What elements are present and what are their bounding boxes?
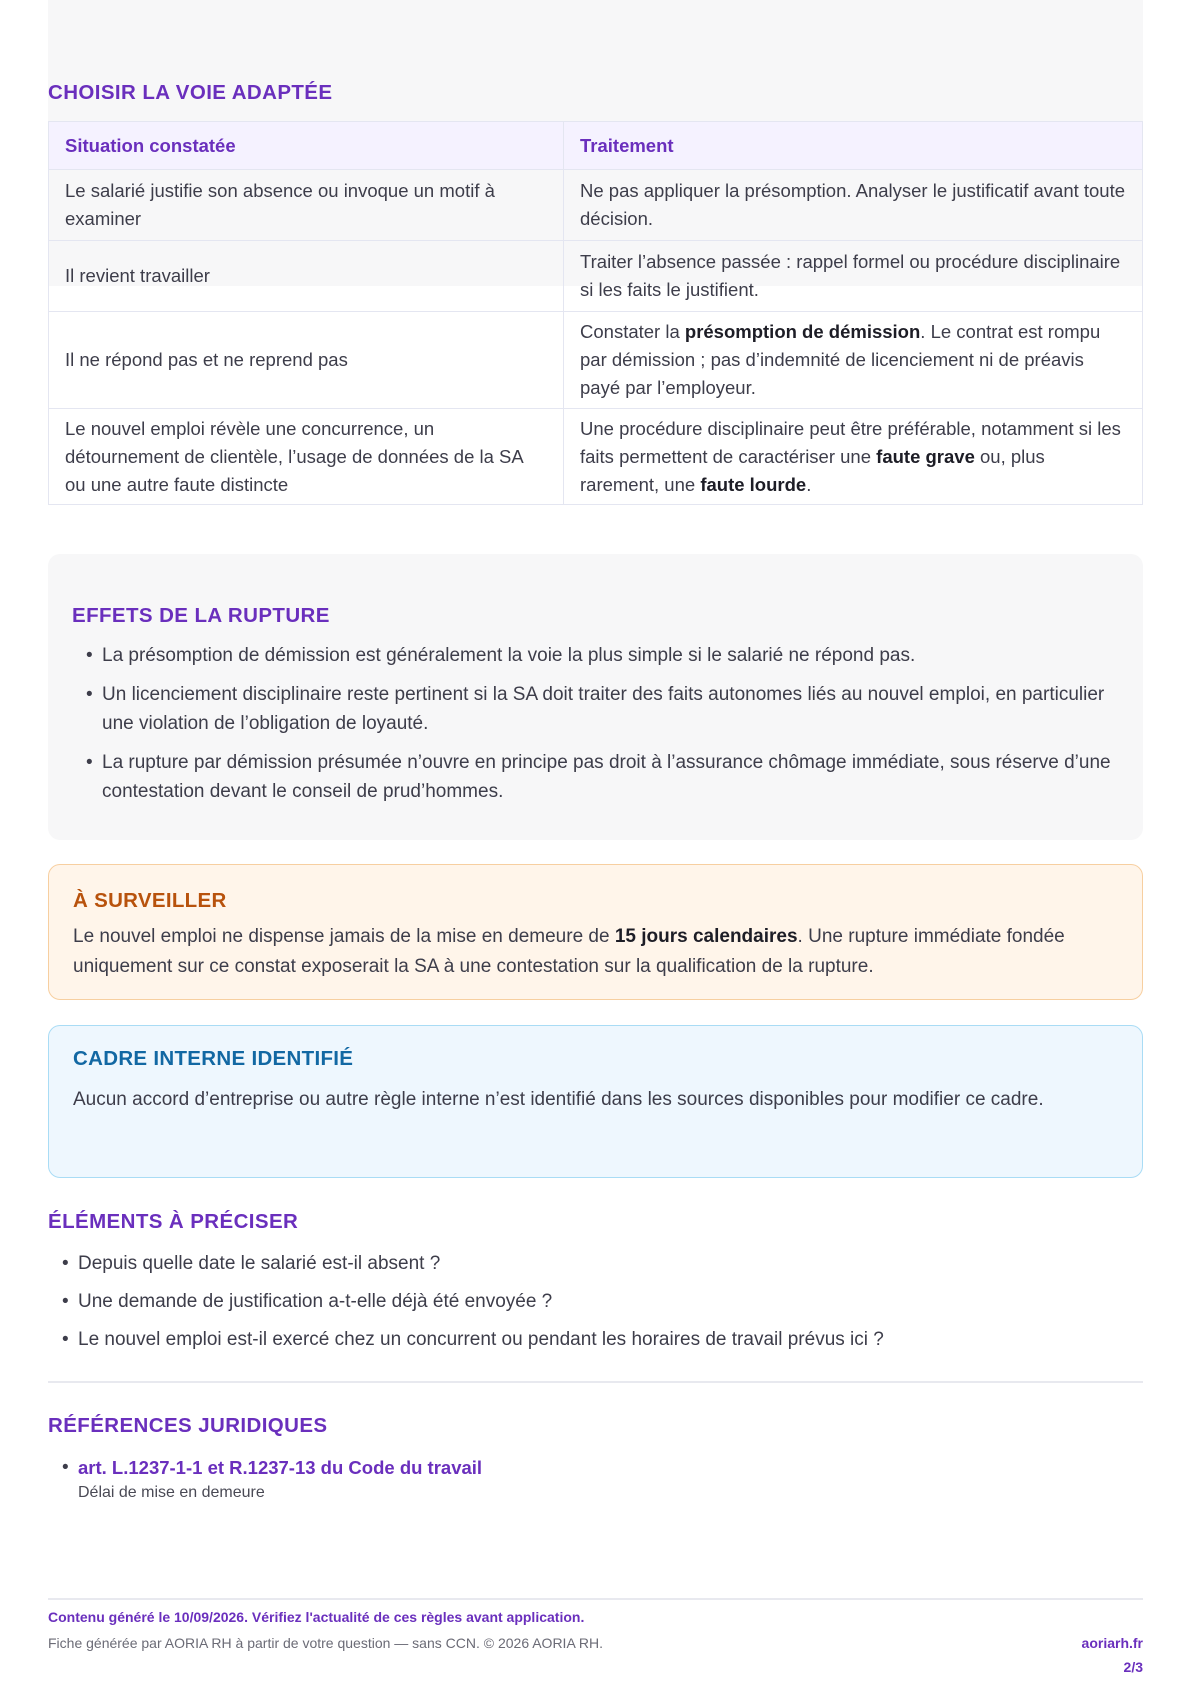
list-item: • Depuis quelle date le salarié est-il absent ? <box>48 1249 1143 1278</box>
elements-list <box>48 1249 1143 1363</box>
callout-bold-text: 15 jours calendaires <box>614 926 798 947</box>
page-number: 2/3 <box>1123 1659 1143 1675</box>
callout-text-cadre: Aucun accord d’entreprise ou autre règle interne n’est identifié dans les sources disponibles pour modifier ce cadre. <box>73 1089 1044 1110</box>
list-item: • La présomption de démission est généralement la voie la plus simple si le salarié ne répond pas. <box>72 641 1132 670</box>
cadre-callout <box>48 1025 1143 1178</box>
list-item: • Une demande de justification a-t-elle déjà été envoyée ? <box>48 1287 1143 1316</box>
table-row <box>49 170 1143 241</box>
traitement-bold-text: faute lourde <box>700 473 807 495</box>
list-item: • La rupture par démission présumée n’ouvre en principe pas droit à l’assurance chômage immédiate, sous réserve d’une contestation devant le conseil de prud’hommes. <box>72 748 1132 806</box>
traitement-text: Ne pas appliquer la présomption. Analyser le justificatif avant toute décision. <box>580 180 1126 229</box>
traitement-cell <box>564 409 1143 505</box>
traitement-text: Une procédure disciplinaire peut être préférable, notamment si les faits permettent de caractériser une <box>580 417 1121 467</box>
traitement-text: Traiter l’absence passée : rappel formel ou procédure disciplinaire si les faits le justifient. <box>580 251 1121 300</box>
traitement-cell <box>564 241 1143 312</box>
surveiller-callout <box>48 864 1143 1000</box>
section-title-elements: ÉLÉMENTS À PRÉCISER <box>48 1210 299 1233</box>
divider <box>48 1381 1143 1383</box>
situation-cell: Le nouvel emploi révèle une concurrence, un détournement de clientèle, l’usage de données de la SA ou une autre faute distincte <box>49 409 564 505</box>
situation-cell: Il ne répond pas et ne reprend pas <box>49 312 564 409</box>
footer-divider <box>48 1598 1143 1600</box>
situation-cell: Il revient travailler <box>49 241 564 312</box>
document-page <box>48 0 1143 1684</box>
traitement-bold-text: présomption de démission <box>684 321 921 342</box>
traitement-bold-text: faute grave <box>876 445 975 467</box>
table-header-row <box>49 122 1143 170</box>
traitement-text: . Le contrat est rompu par démission ; pas d’indemnité de licenciement ni de préavis payé par l’employeur. <box>580 321 1101 398</box>
column-header-situation: Situation constatée <box>49 122 564 170</box>
reference-link[interactable]: art. L.1237-1-1 et R.1237-13 du Code du travail <box>78 1457 483 1478</box>
traitement-text: ou, plus rarement, une <box>580 445 1045 495</box>
voie-table <box>48 121 1143 505</box>
traitement-text: . <box>806 473 812 495</box>
footer-generated-note: Contenu généré le 10/09/2026. Vérifiez l'actualité de ces règles avant application. <box>48 1609 585 1625</box>
section-title-references: RÉFÉRENCES JURIDIQUES <box>48 1414 328 1437</box>
traitement-cell <box>564 312 1143 409</box>
bullet-icon: • <box>62 1457 69 1478</box>
callout-text: . Une rupture immédiate fondée uniquement sur ce constat exposerait la SA à une contestation sur la qualification de la rupture. <box>73 926 1065 977</box>
effets-list <box>72 641 1132 816</box>
callout-text: Le nouvel emploi ne dispense jamais de la mise en demeure de <box>73 926 615 947</box>
list-item: • Un licenciement disciplinaire reste pertinent si la SA doit traiter des faits autonomes liés au nouvel emploi, en particulier une violation de l’obligation de loyauté. <box>72 680 1132 738</box>
callout-title-cadre: CADRE INTERNE IDENTIFIÉ <box>73 1047 354 1070</box>
list-item: • Le nouvel emploi est-il exercé chez un concurrent ou pendant les horaires de travail prévus ici ? <box>48 1325 1143 1354</box>
reference-description: Délai de mise en demeure <box>78 1484 265 1501</box>
callout-text-surveiller <box>73 922 1113 982</box>
section-title-effets: EFFETS DE LA RUPTURE <box>72 604 330 627</box>
situation-cell: Le salarié justifie son absence ou invoque un motif à examiner <box>49 170 564 241</box>
table-row <box>49 409 1143 505</box>
traitement-cell <box>564 170 1143 241</box>
column-header-traitement: Traitement <box>564 122 1143 170</box>
footer-site-link[interactable]: aoriarh.fr <box>1081 1635 1143 1651</box>
callout-title-surveiller: À SURVEILLER <box>73 889 227 912</box>
table-row <box>49 241 1143 312</box>
footer-source-note: Fiche générée par AORIA RH à partir de votre question — sans CCN. © 2026 AORIA RH. <box>48 1635 604 1651</box>
table-row <box>49 312 1143 409</box>
traitement-text: Constater la <box>580 321 685 342</box>
section-title-voie: CHOISIR LA VOIE ADAPTÉE <box>48 81 333 104</box>
